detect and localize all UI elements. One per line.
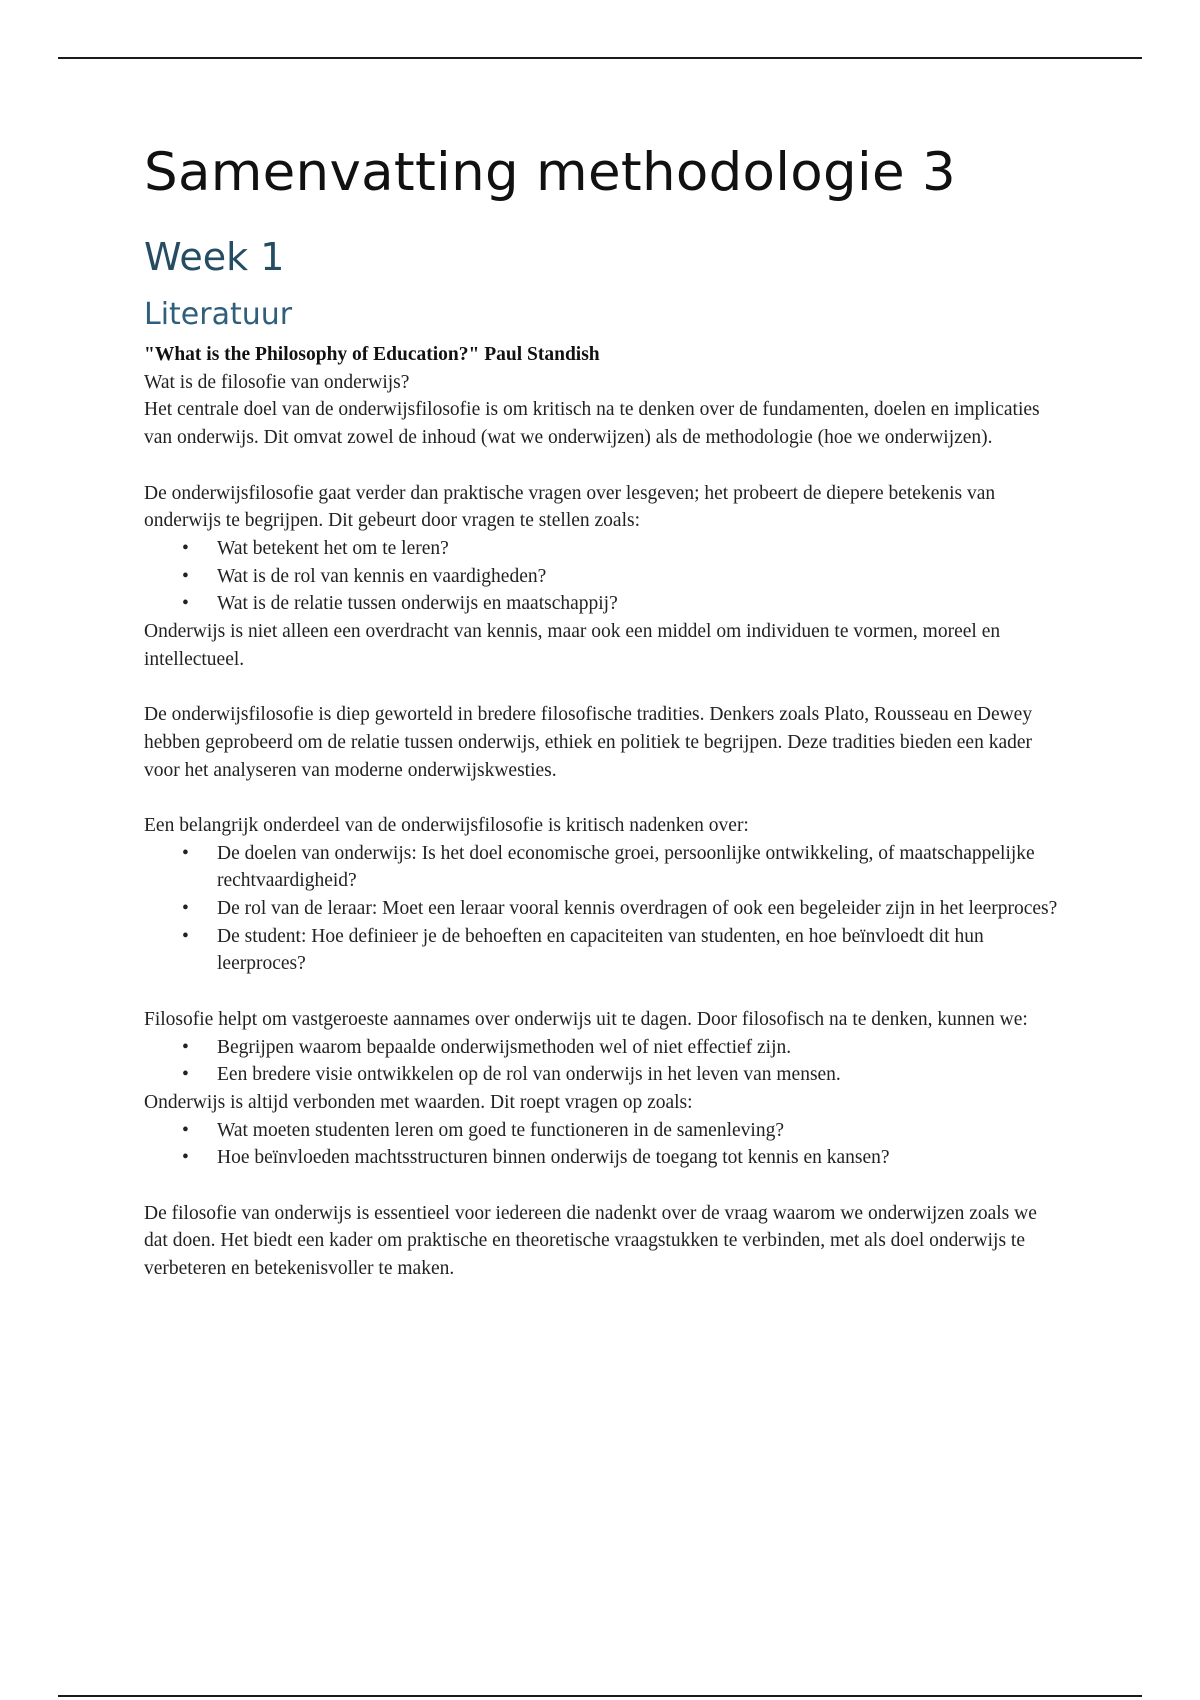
- footer-rule: [58, 1695, 1142, 1697]
- list-item: [144, 840, 1064, 895]
- spacer: [144, 784, 1064, 812]
- list-item-text: Een bredere visie ontwikkelen op de rol van onderwijs in het leven van mensen.: [217, 1064, 841, 1086]
- bullet-icon: •: [182, 1147, 189, 1169]
- paragraph-4: De onderwijsfilosofie is diep geworteld in bredere filosofische tradities. Denkers zoals Plato, Rousseau en Dewey hebben geprobeerd om de relatie tussen onderwijs, ethiek en politiek te begrijpen. Deze tradities bieden een kader voor het analyseren van moderne onderwijskwesties.: [144, 704, 1033, 781]
- list-item-text: Hoe beïnvloeden machtsstructuren binnen onderwijs de toegang tot kennis en kansen?: [217, 1147, 890, 1169]
- bullet-icon: •: [182, 537, 189, 559]
- bullet-icon: •: [182, 1036, 189, 1058]
- paragraph-1: Het centrale doel van de onderwijsfilosofie is om kritisch na te denken over de fundamenten, doelen en implicaties van onderwijs. Dit omvat zowel de inhoud (wat we onderwijzen) als de methodologie (hoe we onderwijzen).: [144, 399, 1040, 449]
- bullet-icon: •: [182, 565, 189, 587]
- bullet-icon: •: [182, 925, 189, 947]
- list-item: [144, 590, 1064, 618]
- list-item-text: De student: Hoe definieer je de behoeften en capaciteiten van studenten, en hoe beïnvloedt dit hun leerproces?: [217, 925, 984, 975]
- spacer: [144, 452, 1064, 480]
- bullet-icon: •: [182, 898, 189, 920]
- paragraph-6: Filosofie helpt om vastgeroeste aannames over onderwijs uit te dagen. Door filosofisch na te denken, kunnen we:: [144, 1008, 1028, 1030]
- bullet-icon: •: [182, 1064, 189, 1086]
- bullet-list-2: [144, 840, 1064, 979]
- paragraph-8: De filosofie van onderwijs is essentieel voor iedereen die nadenkt over de vraag waarom we onderwijzen zoals we dat doen. Het biedt een kader om praktische en theoretische vraagstukken te verbinden, met als doel onderwijs te verbeteren en betekenisvoller te maken.: [144, 1202, 1037, 1280]
- paragraph-3: Onderwijs is niet alleen een overdracht van kennis, maar ook een middel om individuen te vormen, moreel en intellectueel.: [144, 621, 1001, 670]
- bullet-list-4: [144, 1117, 1064, 1172]
- bullet-icon: •: [182, 1119, 189, 1141]
- bullet-list-3: [144, 1034, 1064, 1089]
- document-body: [144, 138, 1064, 1283]
- paragraph-7: Onderwijs is altijd verbonden met waarden. Dit roept vragen op zoals:: [144, 1091, 693, 1113]
- bullet-list-1: [144, 535, 1064, 618]
- paragraph-2: De onderwijsfilosofie gaat verder dan praktische vragen over lesgeven; het probeert de diepere betekenis van onderwijs te begrijpen. Dit gebeurt door vragen te stellen zoals:: [144, 482, 996, 532]
- list-item: [144, 895, 1064, 923]
- list-item: [144, 563, 1064, 591]
- bullet-icon: •: [182, 593, 189, 615]
- list-item: [144, 1144, 1064, 1172]
- list-item: [144, 1034, 1064, 1062]
- list-item: [144, 1061, 1064, 1089]
- list-item-text: Wat is de relatie tussen onderwijs en maatschappij?: [217, 593, 618, 615]
- question-line: Wat is de filosofie van onderwijs?: [144, 371, 410, 393]
- document-title: Samenvatting methodologie 3: [144, 142, 957, 203]
- section-heading: Literatuur: [144, 297, 293, 332]
- header-rule: [58, 57, 1142, 59]
- body-text: [144, 341, 1064, 1283]
- reference-title: "What is the Philosophy of Education?" Paul Standish: [144, 344, 600, 365]
- list-item: [144, 535, 1064, 563]
- spacer: [144, 1172, 1064, 1200]
- spacer: [144, 673, 1064, 701]
- list-item-text: Begrijpen waarom bepaalde onderwijsmethoden wel of niet effectief zijn.: [217, 1036, 792, 1058]
- list-item-text: Wat is de rol van kennis en vaardigheden?: [217, 565, 547, 587]
- list-item-text: De rol van de leraar: Moet een leraar vooral kennis overdragen of ook een begeleider zijn in het leerproces?: [217, 898, 1058, 920]
- list-item: [144, 923, 1064, 978]
- bullet-icon: •: [182, 842, 189, 864]
- list-item: [144, 1117, 1064, 1145]
- spacer: [144, 978, 1064, 1006]
- list-item-text: De doelen van onderwijs: Is het doel economische groei, persoonlijke ontwikkeling, of maatschappelijke rechtvaardigheid?: [217, 842, 1035, 892]
- list-item-text: Wat betekent het om te leren?: [217, 537, 449, 559]
- week-heading: Week 1: [144, 235, 285, 279]
- list-item-text: Wat moeten studenten leren om goed te functioneren in de samenleving?: [217, 1119, 784, 1141]
- paragraph-5: Een belangrijk onderdeel van de onderwijsfilosofie is kritisch nadenken over:: [144, 814, 749, 836]
